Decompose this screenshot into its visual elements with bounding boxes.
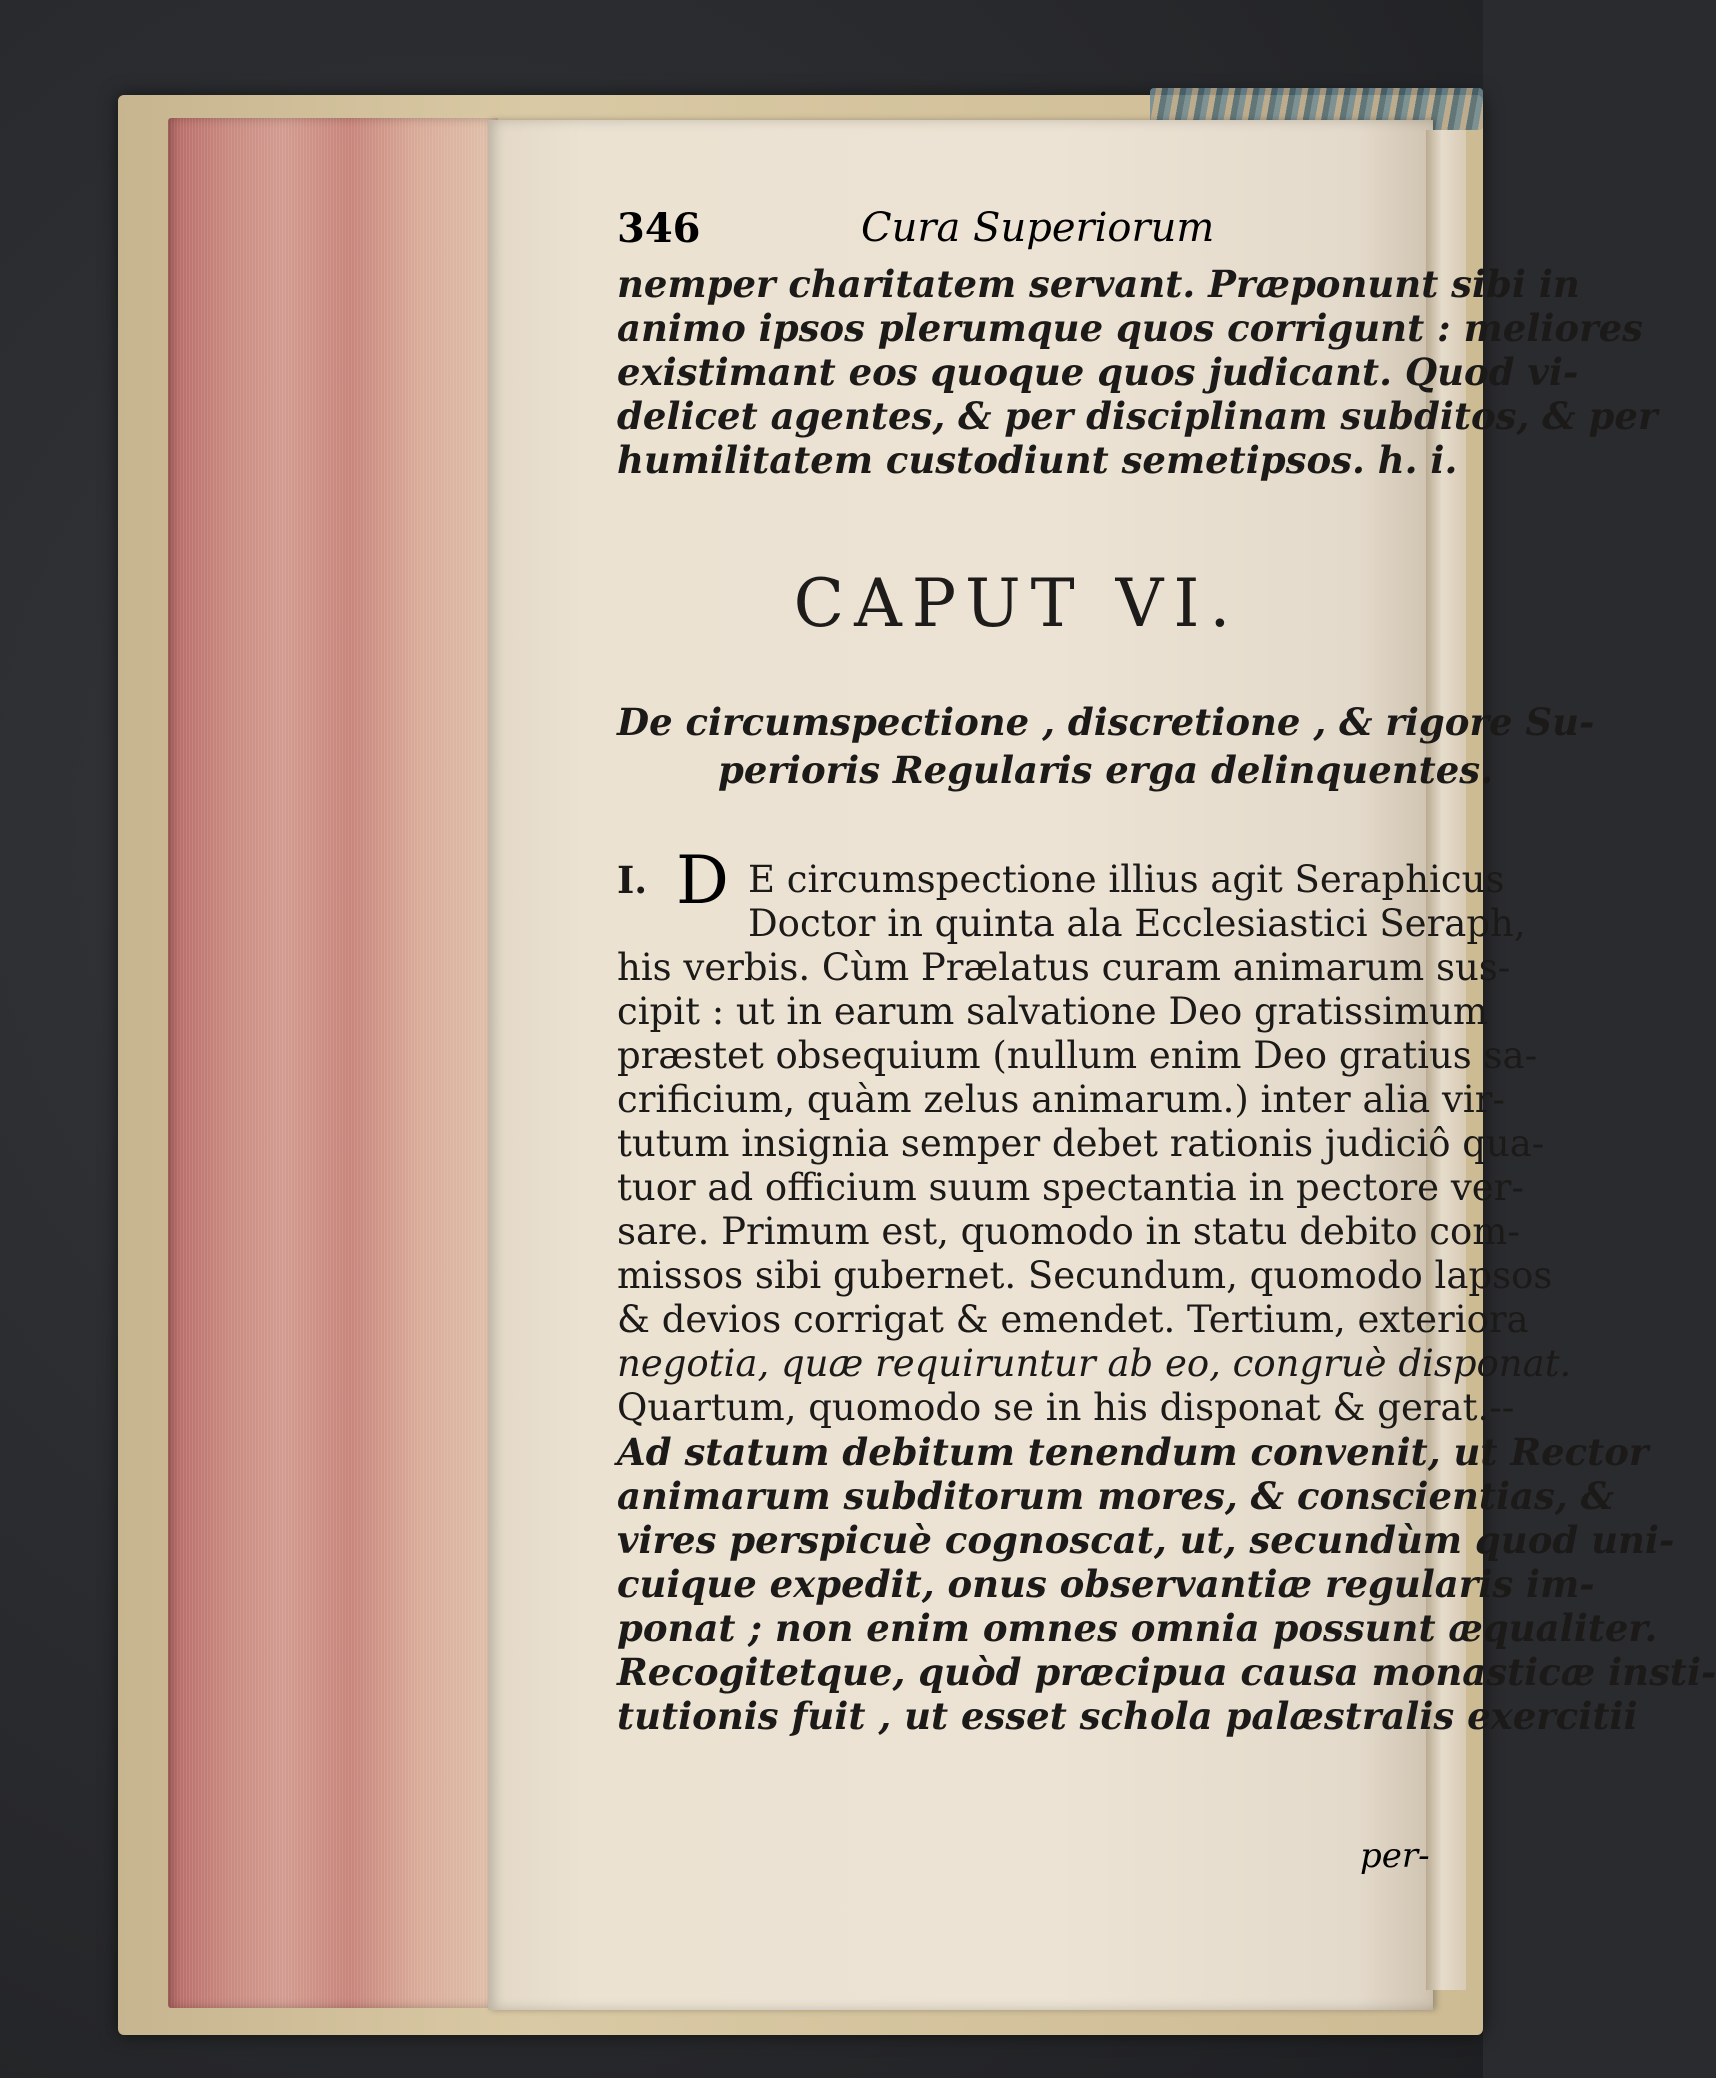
body-line: tuor ad officium suum spectantia in pectore ver-: [617, 1166, 1524, 1209]
page-block-edge: [168, 118, 498, 2008]
body-line: E circumspectione illius agit Seraphicus: [748, 858, 1505, 901]
body-line: negotia, quæ requiruntur ab eo, congruè disponat.: [617, 1342, 1572, 1385]
text-line: existimant eos quoque quos judicant. Quod vi-: [617, 350, 1579, 394]
body-line: his verbis. Cùm Prælatus curam animarum sus-: [617, 946, 1511, 989]
body-line: præstet obsequium (nullum enim Deo gratius sa-: [617, 1034, 1538, 1077]
running-head: [617, 205, 1417, 253]
body-line: & devios corrigat & emendet. Tertium, exteriora: [617, 1298, 1529, 1341]
body-line: crificium, quàm zelus animarum.) inter alia vir-: [617, 1078, 1505, 1121]
body-line: animarum subditorum mores, & conscientias, &: [617, 1474, 1615, 1518]
body-line: tutionis fuit , ut esset schola palæstralis exercitii: [617, 1694, 1638, 1738]
body-line: tutum insignia semper debet rationis judiciô qua-: [617, 1122, 1545, 1165]
chapter-heading: CAPUT VI.: [793, 565, 1241, 642]
section-number: I.: [617, 858, 648, 902]
text-line: nemper charitatem servant. Præponunt sibi in: [617, 262, 1580, 306]
running-title: Cura Superiorum: [861, 205, 1215, 251]
body-line: sare. Primum est, quomodo in statu debito com-: [617, 1210, 1520, 1253]
body-line: missos sibi gubernet. Secundum, quomodo lapsos: [617, 1254, 1553, 1297]
text-line: delicet agentes, & per disciplinam subditos, & per: [617, 394, 1658, 438]
catchword: per-: [1360, 1836, 1430, 1876]
body-line: cipit : ut in earum salvatione Deo gratissimum: [617, 990, 1488, 1033]
body-line: Ad statum debitum tenendum convenit, ut Rector: [617, 1430, 1649, 1474]
body-line: cuique expedit, onus observantiæ regularis im-: [617, 1562, 1595, 1606]
page-number: 346: [617, 205, 701, 252]
body-line: vires perspicuè cognoscat, ut, secundùm quod uni-: [617, 1518, 1675, 1562]
chapter-subtitle-line: De circumspectione , discretione , & rigore Su-: [617, 700, 1595, 744]
chapter-subtitle-line: perioris Regularis erga delinquentes.: [718, 748, 1493, 792]
body-line: Doctor in quinta ala Ecclesiastici Seraph,: [748, 902, 1526, 945]
drop-cap: D: [676, 842, 729, 919]
text-line: animo ipsos plerumque quos corrigunt : meliores: [617, 306, 1643, 350]
body-line: Recogitetque, quòd præcipua causa monasticæ insti-: [617, 1650, 1716, 1694]
text-line: humilitatem custodiunt semetipsos. h. i.: [617, 438, 1458, 482]
body-line: ponat ; non enim omnes omnia possunt æqualiter.: [617, 1606, 1658, 1650]
body-line: Quartum, quomodo se in his disponat & gerat.--: [617, 1386, 1515, 1429]
